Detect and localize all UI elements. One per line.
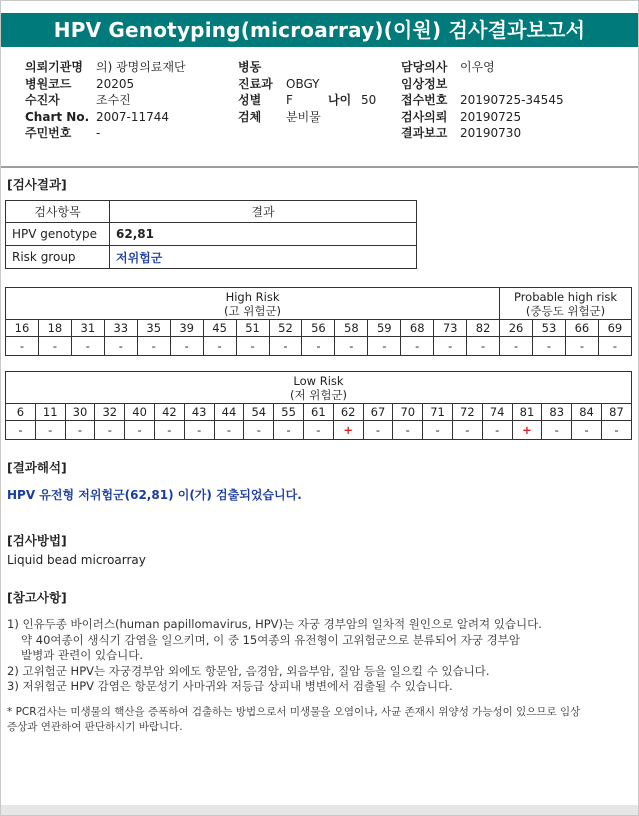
hpv-result-cell: - [368,337,401,356]
info-value: 이우영 [460,60,495,74]
hpv-result-cell: - [184,421,214,440]
risk-group-value: 저위험군 [110,246,417,269]
note-line: 3) 저위험군 HPV 감염은 항문성기 사마귀와 저등급 상피내 병변에서 검출될 수 있습니다. [7,679,453,693]
info-value: OBGY [286,76,320,91]
hpv-type-cell: 56 [302,320,335,337]
hpv-type-cell: 62 [333,404,363,421]
pcr-line: 증상과 연관하여 판단하시기 바랍니다. [7,720,183,733]
hpv-result-cell: - [214,421,244,440]
method-text: Liquid bead microarray [7,553,146,567]
info-value: 20190725-34545 [460,93,564,107]
report-title: HPV Genotyping(microarray)(이원) 검사결과보고서 [1,13,638,47]
hpv-type-cell: 30 [65,404,95,421]
info-label: 수진자 [25,93,60,107]
hpv-result-cell: - [6,337,39,356]
hpv-type-cell: 59 [368,320,401,337]
info-label: 성별 [238,93,262,107]
hpv-result-cell: - [423,421,453,440]
notes-section-title: [참고사항] [7,590,67,605]
hpv-type-cell: 35 [137,320,170,337]
info-row [25,109,625,126]
interpretation-section-title: [결과해석] [7,460,67,475]
hpv-type-cell: 18 [38,320,71,337]
low-risk-group-cell [6,372,632,404]
results-header-row [6,201,417,223]
hpv-type-cell: 74 [482,404,512,421]
hpv-type-cell: 71 [423,404,453,421]
hpv-result-cell: - [393,421,423,440]
hpv-type-cell: 52 [269,320,302,337]
row-item: HPV genotype [6,223,110,246]
hpv-result-cell: - [65,421,95,440]
hpv-type-cell: 16 [6,320,39,337]
hpv-result-cell: - [434,337,467,356]
low-risk-subtitle: (저 위험군) [289,387,348,402]
hpv-type-cell: 67 [363,404,393,421]
hpv-type-cell: 70 [393,404,423,421]
results-table [5,200,417,269]
high-risk-types-row [6,320,632,337]
hpv-result-cell: - [95,421,125,440]
hpv-result-cell: - [170,337,203,356]
hpv-result-cell: + [333,421,363,440]
high-risk-subtitle: (고 위험군) [223,303,282,318]
hpv-result-cell: - [533,337,566,356]
info-label: 의뢰기관명 [25,60,83,74]
hpv-result-cell: - [601,421,631,440]
info-value: 분비물 [286,109,321,124]
high-risk-table [5,287,632,356]
pcr-line: * PCR검사는 미생물의 핵산을 증폭하여 검출하는 방법으로서 미생물을 오염이나, 사균 존재시 위양성 가능성이 있으므로 임상 [7,706,581,718]
genotype-value: 62,81 [110,223,417,246]
hpv-result-cell: - [137,337,170,356]
hpv-type-cell: 33 [104,320,137,337]
note-line: 1) 인유두종 바이러스(human papillomavirus, HPV)는 자궁 경부암의 일차적 원인으로 알려져 있습니다. [7,617,542,631]
hpv-type-cell: 44 [214,404,244,421]
hpv-type-cell: 54 [244,404,274,421]
hpv-result-cell: - [598,337,631,356]
hpv-result-cell: - [572,421,602,440]
info-row [25,125,625,142]
hpv-result-cell: - [452,421,482,440]
hpv-result-cell: - [244,421,274,440]
hpv-type-cell: 87 [601,404,631,421]
info-label: 진료과 [238,76,273,91]
info-label: 검체 [238,109,262,124]
note-line: 2) 고위험군 HPV는 자궁경부암 외에도 항문암, 음경암, 외음부암, 질암 등을 일으킬 수 있습니다. [7,663,490,678]
hpv-result-cell: - [500,337,533,356]
method-section-title: [검사방법] [7,533,67,548]
hpv-type-cell: 51 [236,320,269,337]
hpv-type-cell: 53 [533,320,566,337]
info-label: 담당의사 [401,60,448,74]
age-label: 나이 [328,93,352,107]
hpv-result-cell: - [303,421,333,440]
hpv-type-cell: 84 [572,404,602,421]
hpv-result-cell: - [335,337,368,356]
hpv-result-cell: - [71,337,104,356]
hpv-result-cell: - [542,421,572,440]
table-row [6,246,417,269]
hpv-result-cell: - [363,421,393,440]
hpv-type-cell: 82 [467,320,500,337]
hpv-result-cell: - [154,421,184,440]
hpv-result-cell: - [482,421,512,440]
info-label: 주민번호 [25,126,72,140]
low-risk-values-row [6,421,632,440]
hpv-result-cell: - [467,337,500,356]
hpv-type-cell: 11 [35,404,65,421]
hpv-type-cell: 61 [303,404,333,421]
table-row [6,223,417,246]
hpv-result-cell: - [565,337,598,356]
hpv-type-cell: 26 [500,320,533,337]
probable-subtitle: (중등도 위험군) [525,303,606,318]
hpv-result-cell: - [269,337,302,356]
hpv-type-cell: 73 [434,320,467,337]
info-value: F [286,93,293,107]
hpv-result-cell: - [125,421,155,440]
info-value: 20190725 [460,109,522,124]
info-label: 병원코드 [25,76,72,91]
high-risk-group-row [6,288,632,320]
hpv-result-cell: - [401,337,434,356]
results-section-title: [검사결과] [7,177,67,192]
row-item: Risk group [6,246,110,269]
info-value: 20205 [96,76,135,91]
bottom-bar [1,805,638,815]
hpv-type-cell: 32 [95,404,125,421]
low-risk-group-row [6,372,632,404]
header-item: 검사항목 [6,201,110,223]
note-line: 발병과 관련이 있습니다. [21,648,144,662]
hpv-type-cell: 43 [184,404,214,421]
info-label: Chart No. [25,109,90,124]
hpv-result-cell: - [302,337,335,356]
age-value: 50 [361,93,377,107]
high-risk-group-cell [6,288,500,320]
probable-group-cell [500,288,632,320]
notes-list [7,617,627,695]
hpv-result-cell: - [38,337,71,356]
low-risk-title: Low Risk [293,373,344,388]
hpv-type-cell: 68 [401,320,434,337]
info-row [25,76,625,93]
hpv-result-cell: - [236,337,269,356]
hpv-type-cell: 45 [203,320,236,337]
low-risk-types-row [6,404,632,421]
info-row [25,59,625,76]
hpv-type-cell: 81 [512,404,542,421]
header-result: 결과 [110,201,417,223]
info-value: 20190730 [460,126,522,140]
hpv-result-cell: - [203,337,236,356]
hpv-type-cell: 55 [274,404,304,421]
hpv-result-cell: - [35,421,65,440]
info-value: - [96,126,101,140]
hpv-type-cell: 42 [154,404,184,421]
high-risk-title: High Risk [225,289,280,304]
hpv-type-cell: 58 [335,320,368,337]
hpv-result-cell: - [6,421,36,440]
hpv-type-cell: 40 [125,404,155,421]
info-label: 임상정보 [401,76,448,91]
info-value: 의) 광명의료재단 [96,60,186,74]
hpv-type-cell: 31 [71,320,104,337]
pcr-note [7,705,627,734]
hpv-result-cell: - [274,421,304,440]
hpv-type-cell: 6 [6,404,36,421]
info-label: 결과보고 [401,126,448,140]
patient-info [25,59,625,142]
hpv-type-cell: 72 [452,404,482,421]
hpv-type-cell: 66 [565,320,598,337]
hpv-type-cell: 69 [598,320,631,337]
interpretation-text: HPV 유전형 저위험군(62,81) 이(가) 검출되었습니다. [7,488,302,502]
probable-title: Probable high risk [513,289,618,304]
info-row [25,92,625,109]
info-label: 접수번호 [401,93,448,107]
hpv-type-cell: 39 [170,320,203,337]
note-line: 약 40여종이 생식기 감염을 일으키며, 이 중 15여종의 유전형이 고위험군으로 분류되어 자궁 경부암 [21,632,520,647]
info-value: 조수진 [96,93,131,107]
hpv-result-cell: + [512,421,542,440]
info-label: 병동 [238,60,262,74]
info-label: 검사의뢰 [401,109,448,124]
hpv-result-cell: - [104,337,137,356]
header-divider [1,166,638,168]
low-risk-table [5,371,632,440]
hpv-type-cell: 83 [542,404,572,421]
info-value: 2007-11744 [96,109,170,124]
high-risk-values-row [6,337,632,356]
